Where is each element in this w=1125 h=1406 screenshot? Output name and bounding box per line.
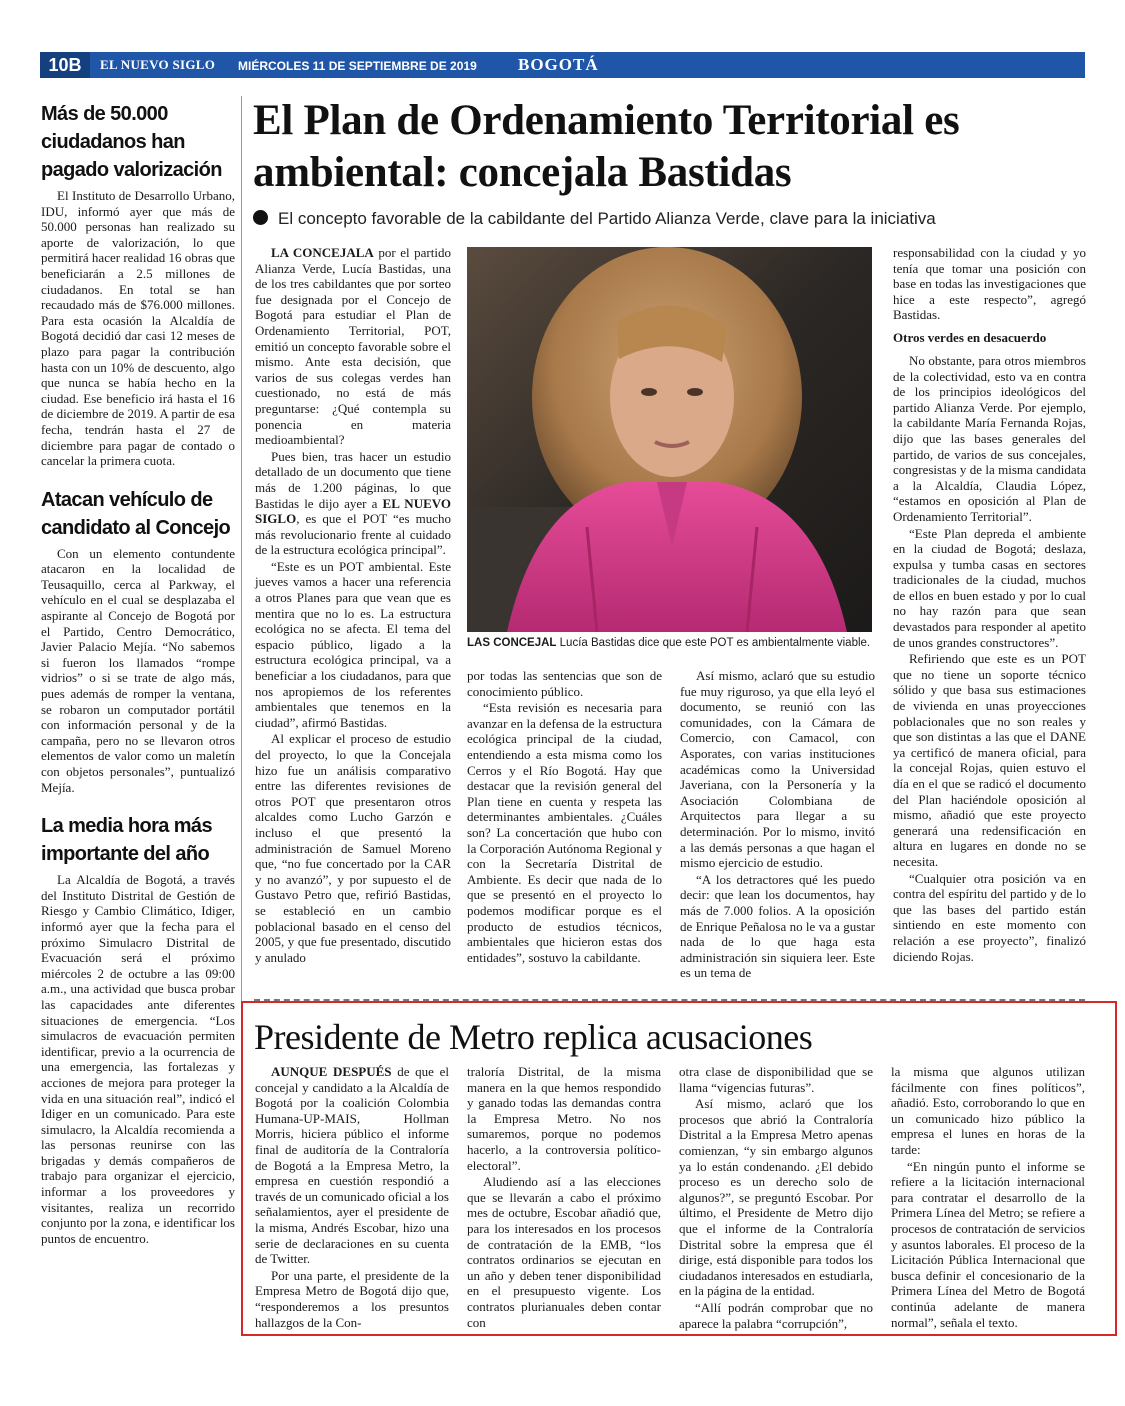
metro-headline: Presidente de Metro replica acusaciones: [254, 1017, 813, 1057]
paragraph: por todas las sentencias que son de conocimiento público.: [467, 668, 662, 699]
newspaper-name: EL NUEVO SIGLO: [100, 57, 216, 72]
paragraph: “Este es un POT ambiental. Este jueves vamos a hacer una referencia a otros Planes para que vean que es mentira que no lo es. La estructura ecológica no se afecta. El tema del espacio público, ligado a la estructura ecológica principal, va a beneficiar a los ciudadanos, para que nos apropiemos de los referentes ambientales que tenemos en la ciudad”, afirmó Bastidas.: [255, 558, 451, 730]
brief-body-media-hora: La Alcaldía de Bogotá, a través del Instituto Distrital de Gestión de Riesgo y Cambio Climático, Idiger, informó ayer que la fecha para el próximo Simulacro Distrital de Evacuación será el próximo miércoles 2 de octubre a las 09:00 a.m., una actividad que busca probar las capacidades ante diferentes situaciones de emergencia. “Los simulacros de evacuación permiten identificar, previo a la ocurrencia de una emergencia, las fortalezas y acciones de mejora para proteger la vida en una situación real”, indicó el Idiger en un comunicado. Para este simulacro, la Alcaldía recomienda a las personas reunirse con las brigadas y demás compañeros de trabajo para organizar el ejercicio, informar a los proveedores y visitantes, realiza un recorrido conjunto por la zona, e identificar los puntos de encuentro.: [41, 872, 235, 1246]
caption-lead: LAS CONCEJAL: [467, 637, 557, 649]
paragraph: “A los detractores qué les puedo decir: que lean los documentos, hay más de 7.000 folios. A la oposición de Enrique Peñalosa no le va a gustar nada de lo que haga esta administración sin siquiera leer. Este es un tema de: [680, 871, 875, 981]
issue-date: MIÉRCOLES 11 DE SEPTIEMBRE DE 2019: [238, 59, 477, 73]
metro-column-4: [891, 1064, 1085, 1331]
paragraph: Así mismo, aclaró que los procesos que abrió la Contraloría Distrital a la Empresa Metro apenas comienzan, “y sin embargo algunos ya lo están condenando. ¿El debido proceso es un derecho solo de algunos?”, se preguntó Escobar. Por último, el Presidente de Metro dijo que el informe de la Contraloría Distrital sobre la empresa que él dirige, está disponible para todos los ciudadanos interesados en estudiarla, en la página de la entidad.: [679, 1096, 873, 1299]
paragraph: por el partido Alianza Verde, Lucía Bastidas, una de los tres cabildantes que por sorteo fue designada por el Concejo de Bogotá para estudiar el Plan de Ordenamiento Territorial, POT, emitió un concepto favorable sobre el mismo. Ante esta decisión, que varios de sus colegas verdes han cuestionado, no está de más preguntarse: ¿Qué contempla su ponencia en materia medioambiental?: [255, 245, 452, 448]
brief-title-valorizacion: Más de 50.000 ciudadanos han pagado valorización: [41, 103, 222, 181]
page-header-bar: [40, 52, 1085, 78]
brief-title-atacan: Atacan vehículo de candidato al Concejo: [41, 488, 231, 539]
paragraph: “Este Plan depreda el ambiente en la ciudad de Bogotá; deslaza, expulsa y tumba casas en sectores tradicionales de la ciudad, muchos de ellos en buen estado y por lo cual no hay razón para que sean devastados para responder al apetito de unos grandes constructores”.: [893, 525, 1086, 650]
paragraph: Al explicar el proceso de estudio del proyecto, lo que la Concejala hizo fue un análisis comparativo entre las diferentes revisiones de otros POT que presentaron otros alcaldes como Lucho Garzón e incluso el que presentó la administración de Samuel Moreno que, “no fue concertado por la CAR y no avanzó”, y por supuesto el de Gustavo Petro que, refirió Bastidas, se estableció en un cambio poblacional basado en el censo del 2005, y que fue presentado, discutido y anulado: [255, 731, 451, 965]
paragraph: , es que el POT “es mucho más revolucionario frente al cuidado de la estructura ecológica principal”.: [255, 511, 451, 558]
paragraph: “Cualquier otra posición va en contra del espíritu del partido y de lo que las bases del partido están sintiendo en este momento con relación a ese proyecto”, finalizó diciendo Rojas.: [893, 870, 1086, 964]
brief-title-media-hora: La media hora más importante del año: [41, 815, 212, 866]
paper-mention: EL NUEVO SIGLO: [255, 495, 451, 527]
paragraph: traloría Distrital, de la misma manera en la que hemos respondido y ganado todas las demandas contra la Empresa Metro. No nos sumaremos, porque no podemos hacerlo, a la controversia político-electoral”.: [467, 1064, 661, 1173]
metro-column-1: [255, 1064, 449, 1331]
section-name: BOGOTÁ: [518, 55, 599, 74]
paragraph: “En ningún punto el informe se refiere a la licitación internacional para contratar el desarrollo de la Primera Línea del Metro; se refiere a procesos de contratación de servicios y asuntos laborales. El proceso de la Licitación Pública Internacional que busca definir el concesionario de la Primera Línea del Metro de Bogotá continúa adelante de manera normal”, señala el texto.: [891, 1158, 1085, 1330]
paragraph: responsabilidad con la ciudad y yo tenía que tomar una posición con base en todas las investigaciones que hice a este respecto”, agregó Bastidas.: [893, 245, 1086, 323]
lead-word: LA CONCEJALA: [271, 245, 374, 260]
paragraph: otra clase de disponibilidad que se llama “vigencias futuras”.: [679, 1064, 873, 1095]
concejala-photo: [467, 247, 872, 632]
main-story-column-1: [255, 245, 451, 966]
photo-caption: [467, 636, 877, 650]
paragraph: Refiriendo que este es un POT que no tiene un soporte técnico sólido y que basa sus estimaciones de vivienda en unas proyecciones poblacionales que no son reales y que son distintas a las que el DANE ya certificó de manera oficial, para la concejal Rojas, quien estuvo el día en el que se radicó el documento del Plan haciéndole oposición al mismo, añadió que este proyecto generará una redensificación en altura en lugares en donde no se necesita.: [893, 651, 1086, 869]
paragraph: “Allí podrán comprobar que no aparece la palabra “corrupción”,: [679, 1299, 873, 1331]
metro-column-2: [467, 1064, 661, 1331]
paragraph: Pues bien, tras hacer un estudio detallado de un documento que tiene más de 1.200 páginas, lo que Bastidas le dijo ayer a: [255, 448, 451, 511]
page-number: 10B: [40, 52, 90, 78]
main-headline: El Plan de Ordenamiento Territorial es ambiental: concejala Bastidas: [253, 97, 960, 196]
paragraph: “Esta revisión es necesaria para avanzar en la defensa de la estructura ecológica principal de la ciudad, entendiendo a esta misma como los Cerros y el Río Bogotá. Hay que destacar que la revisión general del Plan tiene en cuenta y respeta las determinantes ambientales. ¿Cuáles son? La concertación que hubo con la Corporación Autónoma Regional y con la Secretaría Distrital de Ambiente. Es decir que nada de lo que se presentó en el proyecto lo podemos modificar porque es el producto de estudios técnicos, ambientales que hicieron estas dos entidades”, sostuvo la cabildante.: [467, 700, 662, 965]
caption-text: Lucía Bastidas dice que este POT es ambientalmente viable.: [556, 637, 871, 649]
main-story-column-4: [893, 245, 1086, 965]
bullet-dot-icon: [253, 210, 268, 225]
main-story-column-3: [680, 668, 875, 982]
main-subheadline: [253, 208, 1083, 230]
paragraph: de que el concejal y candidato a la Alcaldía de Bogotá por la coalición Colombia Humana-UP-MAIS, Hollman Morris, hiciera público el informe final de auditoría de la Contraloría de Bogotá a la Empresa Metro, la empresa en cuestión respondió a través de un comunicado oficial a los señalamientos, ayer el presidente de la misma, Andrés Escobar, hizo una serie de declaraciones en su cuenta de Twitter.: [255, 1064, 450, 1267]
paragraph: Así mismo, aclaró que su estudio fue muy riguroso, ya que ella leyó el documento, se reunió con las comunidades, con la Cámara de Comercio, con Camacol, con Asporates, con varias instituciones académicas como la Universidad Javeriana, con la Personería y la Asociación Colombiana de Arquitectos para llegar a su determinación. Por lo mismo, invitó a las demás personas a que hagan el mismo ejercicio de estudio.: [680, 668, 875, 871]
paragraph: Por una parte, el presidente de la Empresa Metro de Bogotá dijo que, “responderemos a los presuntos hallazgos de la Con-: [255, 1267, 449, 1330]
paragraph: No obstante, para otros miembros de la colectividad, esto va en contra de los principios ideológicos del partido Alianza Verde. Por ejemplo, la cabildante María Fernanda Rojas, dijo que las bases generales del partido, de varios de sus concejales, congresistas y de la misma candidata a la Alcaldía, Claudia López, “estamos en oposición al Plan de Ordenamiento Territorial”.: [893, 352, 1086, 524]
sidebar-briefs: [41, 100, 235, 1247]
portrait-image: [467, 247, 872, 632]
section-subhead: Otros verdes en desacuerdo: [893, 329, 1047, 345]
metro-column-3: [679, 1064, 873, 1332]
paragraph: Aludiendo así a las elecciones que se llevarán a cabo el próximo mes de octubre, Escobar añadió que, para los interesados en los procesos de contratación de la EMB, “los contratos ordinarios se ejecutan en un año y deben tener disponibilidad en el presupuesto vigente. Los contratos plurianuales deben contar con: [467, 1174, 661, 1330]
lead-word: AUNQUE DESPUÉS: [271, 1064, 392, 1079]
subheadline-text: El concepto favorable de la cabildante del Partido Alianza Verde, clave para la iniciativa: [278, 209, 936, 228]
brief-body-atacan: Con un elemento contundente atacaron en la localidad de Teusaquillo, cerca al Parkway, el vehículo en el cual se desplazaba el aspirante al Concejo de Bogotá por el Partido, Centro Democrático, Javier Palacio Mejía. “No sabemos si fueron los llamados “rompe vidrios” o si se trate de algo más, pues además de romper la ventana, se robaron un computador portátil con información personal y de la campaña, pero no se llevaron otros elementos de valor como un maletín con objetos personales”, puntualizó Mejía.: [41, 545, 235, 795]
main-story-column-2: [467, 668, 662, 966]
brief-body-valorizacion: El Instituto de Desarrollo Urbano, IDU, informó ayer que más de 50.000 personas han realizado su aporte de valorización, lo que permitirá hacer realidad 16 obras que beneficiarán a 2.5 millones de ciudadanos. En total se han recaudado más de $76.000 millones. Para esta ocasión la Alcaldía de Bogotá decidió dar casi 12 meses de plazo para pagar la contribución hasta con un 10% de descuento, algo que nunca se había hecho en la ciudad. Ese beneficio irá hasta el 16 de diciembre de 2019. A partir de esa fecha, tendrán hasta el 27 de diciembre para pagar de contado o cancelar la primera cuota.: [41, 188, 235, 469]
paragraph: la misma que algunos utilizan fácilmente con fines políticos”, añadió. Esto, corroborando lo que en un comunicado hizo público la empresa el lunes en horas de la tarde:: [891, 1064, 1085, 1157]
